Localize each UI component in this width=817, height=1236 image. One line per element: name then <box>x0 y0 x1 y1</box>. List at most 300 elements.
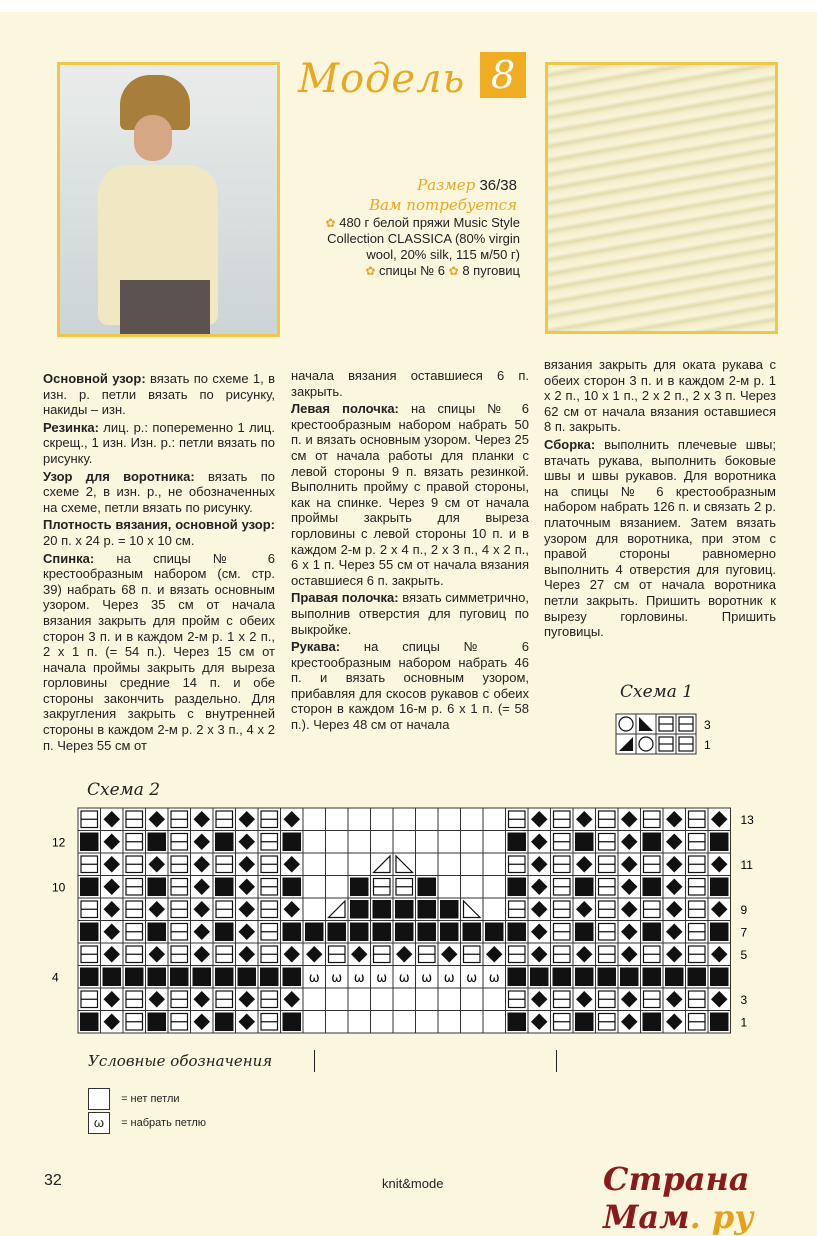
chart-cell-k <box>258 853 281 876</box>
chart-cell-k <box>168 1011 191 1034</box>
chart-cell-d <box>101 853 124 876</box>
row-label: 3 <box>740 993 748 1007</box>
chart-cell-s <box>191 966 214 989</box>
chart-cell-k <box>461 943 484 966</box>
chart-cell-k <box>596 853 619 876</box>
chart-cell-w <box>483 966 506 989</box>
row-label: 1 <box>740 1015 748 1030</box>
materials-needles: спицы № 6 <box>379 263 445 278</box>
chart-cell-s <box>78 831 101 854</box>
chart-cell-d <box>573 808 596 831</box>
chart-cell-s <box>483 921 506 944</box>
paragraph-text: начала вязания оставшиеся 6 п. закрыть. <box>291 368 529 399</box>
chart-cell-d <box>191 898 214 921</box>
chart-cell-empty <box>483 831 506 854</box>
chart-cell-d <box>663 943 686 966</box>
chart-cell-d <box>618 808 641 831</box>
chart-cell-k <box>123 831 146 854</box>
chart-cell-d <box>663 898 686 921</box>
chart-cell-d <box>236 876 259 899</box>
chart-cell-k <box>168 898 191 921</box>
paragraph-heading: Сборка: <box>544 436 596 452</box>
chart-cell-d <box>618 988 641 1011</box>
chart-cell-s <box>438 921 461 944</box>
chart-cell-s <box>213 966 236 989</box>
chart-cell-k <box>641 898 664 921</box>
chart-cell-s <box>78 1011 101 1034</box>
row-label: 9 <box>740 903 748 917</box>
chart-cell-empty <box>393 1011 416 1034</box>
chart-cell-k <box>258 831 281 854</box>
chart-cell-k <box>213 853 236 876</box>
row-label: 11 <box>740 858 753 872</box>
chart-cell-empty <box>326 876 349 899</box>
chart-cell-empty <box>326 853 349 876</box>
page-number: 32 <box>44 1172 62 1189</box>
divider <box>556 1050 557 1072</box>
chart-cell-empty <box>393 808 416 831</box>
chart-cell-k <box>168 921 191 944</box>
chart-cell-empty <box>461 876 484 899</box>
chart-cell-s <box>506 966 529 989</box>
row-label: 3 <box>704 718 711 732</box>
chart-cell-k <box>258 1011 281 1034</box>
legend-item <box>88 1088 180 1110</box>
chart-cell-s <box>573 1011 596 1034</box>
model-title: Модель <box>298 56 466 102</box>
chart-cell-s <box>393 898 416 921</box>
skirt-shape <box>120 280 210 337</box>
chart-cell-k <box>416 943 439 966</box>
chart-cell-d <box>146 808 169 831</box>
chart-cell-d <box>236 988 259 1011</box>
chart-cell-d <box>618 1011 641 1034</box>
chart-cell-s <box>506 831 529 854</box>
chart-cell-s <box>708 831 731 854</box>
chart-cell-empty <box>326 1011 349 1034</box>
paragraph-heading: Спинка: <box>43 550 95 566</box>
chart-cell-d <box>191 808 214 831</box>
chart-cell-empty <box>303 898 326 921</box>
chart-cell-empty <box>371 988 394 1011</box>
paragraph <box>544 357 776 435</box>
chart-cell-empty <box>393 988 416 1011</box>
model-number-badge: 8 <box>480 52 526 98</box>
chart-cell-k <box>676 714 696 734</box>
chart-cell-d <box>281 808 304 831</box>
svg-text:ω: ω <box>488 970 500 986</box>
chart-cell-d <box>281 853 304 876</box>
chart-cell-k <box>676 734 696 754</box>
paragraph-heading: Левая полочка: <box>291 401 399 417</box>
paragraph-text: на спицы № 6 крестообразным набором (см. стр. 39) набрать 68 п. и вязать основным узором. Через 35 см от начала вязания закрыть для пройм с обеих сторон 3 п. и в каждом 2-м р. 1 х 2 п., 2 х 1 п. (= 54 п.). Через 15 см от начала проймы закрыть для выреза горловины средние 14 п. и обе стороны закончить раздельно. Для закругления закрыть с внутренней стороны в каждом 2-м р. 2 х 3 п., 4 х 2 п. Через 55 см от <box>43 550 275 753</box>
chart-cell-tr <box>461 898 484 921</box>
watermark-suffix: . ру <box>689 1198 754 1236</box>
paragraph-text: вязать по схеме 2, в изн. р., не обозначенных на схеме, петли вязать по рисунку. <box>43 468 275 515</box>
chart-cell-empty <box>371 1011 394 1034</box>
chart-cell-empty <box>483 808 506 831</box>
chart-cell-k <box>686 831 709 854</box>
legend-item <box>88 1112 206 1134</box>
chart-cell-s <box>708 1011 731 1034</box>
chart-cell-k <box>123 808 146 831</box>
chart-cell-empty <box>371 831 394 854</box>
scheme2-chart <box>44 800 784 1040</box>
chart-cell-k <box>686 898 709 921</box>
need-label: Вам потребуется <box>369 196 517 214</box>
row-label: 4 <box>52 970 59 985</box>
chart-cell-k <box>551 898 574 921</box>
chart-cell-d <box>236 808 259 831</box>
chart-cell-d <box>528 988 551 1011</box>
chart-cell-k <box>551 921 574 944</box>
legend-text: = набрать петлю <box>121 1116 207 1129</box>
chart-cell-k <box>258 876 281 899</box>
chart-cell-k <box>123 898 146 921</box>
chart-cell-k <box>213 943 236 966</box>
chart-cell-d <box>236 853 259 876</box>
chart-cell-empty <box>303 808 326 831</box>
chart-cell-d <box>663 876 686 899</box>
text-column-2 <box>291 368 529 735</box>
chart-cell-k <box>258 943 281 966</box>
chart-cell-d <box>281 988 304 1011</box>
chart-cell-s <box>78 921 101 944</box>
chart-cell-s <box>281 831 304 854</box>
chart-cell-s <box>641 831 664 854</box>
chart-cell-k <box>326 943 349 966</box>
paragraph <box>291 401 529 588</box>
chart-cell-d <box>191 921 214 944</box>
chart-cell-s <box>123 966 146 989</box>
chart-cell-tr <box>393 853 416 876</box>
chart-cell-s <box>213 1011 236 1034</box>
chart-cell-d <box>618 943 641 966</box>
chart-cell-d <box>708 808 731 831</box>
chart-cell-k <box>78 943 101 966</box>
chart-cell-empty <box>438 808 461 831</box>
paragraph <box>291 590 529 637</box>
chart-cell-d <box>101 808 124 831</box>
chart-cell-d <box>708 898 731 921</box>
chart-cell-s <box>326 921 349 944</box>
chart-cell-empty <box>438 1011 461 1034</box>
chart-cell-s <box>641 876 664 899</box>
chart-cell-k <box>596 898 619 921</box>
paragraph <box>291 639 529 733</box>
chart-cell-empty <box>416 1011 439 1034</box>
chart-cell-k <box>686 921 709 944</box>
watermark <box>603 1160 817 1236</box>
chart-cell-k <box>641 808 664 831</box>
chart-cell-d <box>191 988 214 1011</box>
paragraph <box>291 368 529 399</box>
chart-cell-k <box>551 943 574 966</box>
chart-cell-empty <box>461 1011 484 1034</box>
flower-icon: ✿ <box>448 264 459 278</box>
chart-cell-s <box>528 966 551 989</box>
chart-cell-s <box>506 876 529 899</box>
chart-cell-k <box>78 808 101 831</box>
chart-cell-d <box>528 921 551 944</box>
svg-text:ω: ω <box>353 970 365 986</box>
divider <box>314 1050 315 1072</box>
chart-cell-d <box>236 898 259 921</box>
chart-cell-s <box>78 966 101 989</box>
chart-cell-d <box>191 1011 214 1034</box>
svg-text:ω: ω <box>331 970 343 986</box>
chart-cell-k <box>258 921 281 944</box>
chart-cell-s <box>101 966 124 989</box>
chart-cell-d <box>618 921 641 944</box>
chart-cell-k <box>168 876 191 899</box>
chart-cell-s <box>596 966 619 989</box>
size-value: 36/38 <box>479 177 517 194</box>
chart-cell-d <box>101 1011 124 1034</box>
chart-cell-s <box>438 898 461 921</box>
chart-cell-s <box>551 966 574 989</box>
chart-cell-k <box>168 988 191 1011</box>
chart-cell-empty <box>371 808 394 831</box>
chart-cell-s <box>573 966 596 989</box>
chart-cell-empty <box>326 988 349 1011</box>
chart-cell-d <box>573 853 596 876</box>
chart-cell-tl <box>326 898 349 921</box>
chart-cell-s <box>146 876 169 899</box>
chart-cell-d <box>236 831 259 854</box>
chart-cell-s <box>416 876 439 899</box>
chart-cell-d <box>438 943 461 966</box>
chart-cell-empty <box>438 831 461 854</box>
paragraph <box>43 420 275 467</box>
chart-cell-k <box>168 853 191 876</box>
paragraph-text: вязать по схеме 1, в изн. р. петли вязать по рисунку, накиды – изн. <box>43 371 275 418</box>
chart-cell-k <box>551 853 574 876</box>
chart-cell-empty <box>461 988 484 1011</box>
chart-cell-k <box>123 1011 146 1034</box>
text-column-3 <box>544 357 776 642</box>
chart-cell-w <box>416 966 439 989</box>
chart-cell-k <box>506 808 529 831</box>
chart-cell-tl <box>371 853 394 876</box>
scheme1-title: Схема 1 <box>620 682 694 702</box>
chart-cell-empty <box>416 831 439 854</box>
chart-cell-d <box>708 853 731 876</box>
chart-cell-s <box>303 921 326 944</box>
paragraph-heading: Резинка: <box>43 419 99 435</box>
chart-cell-k <box>551 988 574 1011</box>
chart-cell-empty <box>461 808 484 831</box>
legend-text: = нет петли <box>121 1092 180 1105</box>
chart-cell-d <box>281 898 304 921</box>
svg-text:ω: ω <box>466 970 478 986</box>
text-column-1 <box>43 371 275 755</box>
chart-cell-k <box>123 853 146 876</box>
chart-cell-empty <box>393 831 416 854</box>
chart-cell-s <box>371 921 394 944</box>
chart-cell-d <box>146 943 169 966</box>
chart-cell-s <box>506 921 529 944</box>
chart-cell-k <box>506 898 529 921</box>
chart-cell-empty <box>303 876 326 899</box>
chart-cell-d <box>191 876 214 899</box>
chart-cell-d <box>101 921 124 944</box>
chart-cell-d <box>101 988 124 1011</box>
row-label: 10 <box>52 880 66 895</box>
chart-cell-d <box>146 853 169 876</box>
chart-cell-s <box>573 831 596 854</box>
paragraph <box>43 371 275 418</box>
chart-cell-k <box>258 898 281 921</box>
size-line <box>417 176 517 194</box>
chart-cell-k <box>123 943 146 966</box>
chart-cell-o <box>616 714 636 734</box>
chart-cell-k <box>78 898 101 921</box>
chart-cell-s <box>281 966 304 989</box>
chart-cell-s <box>663 966 686 989</box>
footer-brand: knit&mode <box>382 1176 444 1191</box>
paragraph-heading: Основной узор: <box>43 371 146 386</box>
chart-cell-empty <box>348 853 371 876</box>
chart-cell-empty <box>303 831 326 854</box>
chart-cell-d <box>528 1011 551 1034</box>
chart-cell-s <box>461 921 484 944</box>
chart-cell-s <box>708 921 731 944</box>
chart-cell-d <box>663 1011 686 1034</box>
chart-cell-s <box>641 966 664 989</box>
chart-cell-empty <box>416 808 439 831</box>
chart-cell-k <box>641 853 664 876</box>
chart-cell-s <box>573 921 596 944</box>
row-label: 12 <box>52 835 66 850</box>
paragraph-text: вязания закрыть для оката рукава с обеих сторон 3 п. и в каждом 2-м р. 1 х 2 п., 10 х 1 п., 2 х 2 п., 2 х 3 п. Через 62 см от начала вязания оставшиеся 8 п. закрыть. <box>544 357 776 435</box>
paragraph <box>43 551 275 754</box>
chart-cell-empty <box>326 831 349 854</box>
chart-cell-d <box>101 831 124 854</box>
row-label: 7 <box>740 925 748 940</box>
chart-cell-empty <box>483 988 506 1011</box>
chart-cell-s <box>258 966 281 989</box>
chart-cell-k <box>641 988 664 1011</box>
no-stitch-symbol <box>88 1088 110 1110</box>
chart-cell-s <box>146 966 169 989</box>
chart-cell-w <box>348 966 371 989</box>
chart-cell-s <box>281 921 304 944</box>
chart-cell-d <box>281 943 304 966</box>
chart-cell-empty <box>483 898 506 921</box>
row-label: 5 <box>740 948 748 962</box>
chart-cell-d <box>573 898 596 921</box>
chart-cell-d <box>348 943 371 966</box>
chart-cell-s <box>686 966 709 989</box>
chart-cell-k <box>686 853 709 876</box>
chart-cell-k <box>168 831 191 854</box>
chart-cell-s <box>708 876 731 899</box>
chart-cell-k <box>213 808 236 831</box>
chart-cell-w <box>393 966 416 989</box>
chart-cell-fl <box>616 734 636 754</box>
chart-cell-k <box>78 988 101 1011</box>
size-label: Размер <box>417 176 476 194</box>
paragraph-text: на спицы № 6 крестообразным набором набрать 46 п. и вязать основным узором, прибавляя для скосов рукавов с обеих сторон в каждом 16-м р. 6 х 1 п. (= 58 п.). Через 48 см от начала <box>291 639 529 733</box>
chart-cell-s <box>213 921 236 944</box>
chart-cell-k <box>551 831 574 854</box>
chart-cell-s <box>506 1011 529 1034</box>
chart-cell-s <box>348 876 371 899</box>
chart-cell-d <box>663 831 686 854</box>
paragraph-text: на спицы № 6 крестообразным набором набрать 50 п. и вязать основным узором. Через 25 см от начала работы для планки с левой стороны 9 п. вязать резинкой. Выполнить пройму с правой стороны, как на спинке. Через 9 см от начала проймы закрыть для выреза горловины с левой стороны 10 п. и в каждом 2-м р. 2 х 4 п., 2 х 3 п., 4 х 2 п., 6 х 1 п. Через 55 см от начала вязания оставшиеся 6 п. закрыть. <box>291 401 530 588</box>
chart-cell-d <box>573 943 596 966</box>
svg-text:ω: ω <box>421 970 433 986</box>
chart-cell-s <box>213 876 236 899</box>
scheme1-chart <box>614 712 724 760</box>
chart-cell-empty <box>303 1011 326 1034</box>
paragraph-heading: Узор для воротника: <box>43 468 195 484</box>
chart-cell-d <box>146 898 169 921</box>
chart-cell-s <box>371 898 394 921</box>
chart-cell-empty <box>326 808 349 831</box>
chart-cell-s <box>348 921 371 944</box>
materials-line: Collection CLASSICA (80% virgin <box>327 231 520 246</box>
chart-cell-d <box>708 943 731 966</box>
chart-cell-s <box>348 898 371 921</box>
chart-cell-k <box>506 988 529 1011</box>
chart-cell-d <box>528 943 551 966</box>
chart-cell-d <box>618 876 641 899</box>
chart-cell-k <box>506 853 529 876</box>
chart-cell-k <box>641 943 664 966</box>
chart-cell-k <box>596 876 619 899</box>
chart-cell-s <box>393 921 416 944</box>
chart-cell-s <box>641 1011 664 1034</box>
knit-closeup-photo <box>545 62 778 334</box>
chart-cell-d <box>191 831 214 854</box>
chart-cell-w <box>371 966 394 989</box>
chart-cell-empty <box>416 853 439 876</box>
chart-cell-k <box>258 808 281 831</box>
scheme2-title: Схема 2 <box>87 780 161 800</box>
paragraph <box>544 437 776 640</box>
chart-cell-d <box>101 876 124 899</box>
chart-cell-k <box>596 831 619 854</box>
chart-cell-d <box>191 853 214 876</box>
chart-cell-s <box>146 921 169 944</box>
chart-cell-empty <box>483 876 506 899</box>
chart-cell-s <box>281 1011 304 1034</box>
chart-cell-k <box>686 876 709 899</box>
chart-cell-k <box>656 714 676 734</box>
chart-cell-s <box>416 921 439 944</box>
chart-cell-k <box>596 1011 619 1034</box>
chart-cell-k <box>213 898 236 921</box>
chart-cell-k <box>596 921 619 944</box>
chart-cell-k <box>686 1011 709 1034</box>
chart-cell-empty <box>348 831 371 854</box>
chart-cell-k <box>551 808 574 831</box>
chart-cell-d <box>663 988 686 1011</box>
chart-cell-o <box>636 734 656 754</box>
chart-cell-w <box>438 966 461 989</box>
chart-cell-s <box>573 876 596 899</box>
chart-cell-empty <box>303 988 326 1011</box>
chart-cell-d <box>191 943 214 966</box>
chart-cell-k <box>656 734 676 754</box>
chart-cell-s <box>146 1011 169 1034</box>
chart-cell-empty <box>348 808 371 831</box>
svg-text:ω: ω <box>308 970 320 986</box>
paragraph-heading: Правая полочка: <box>291 590 399 606</box>
chart-cell-s <box>236 966 259 989</box>
